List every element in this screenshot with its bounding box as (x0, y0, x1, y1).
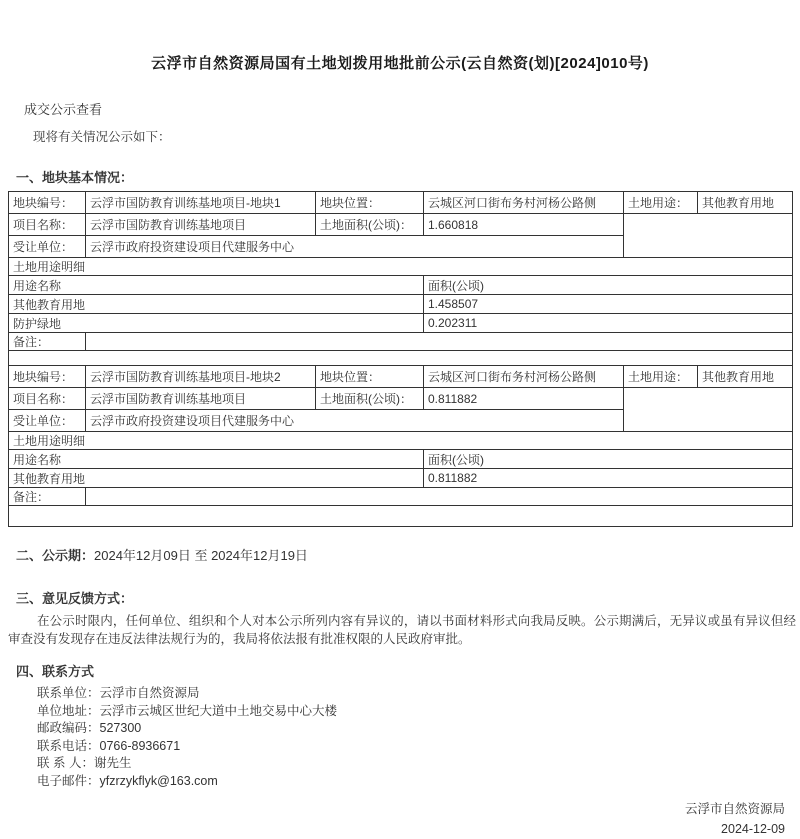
intro-text: 现将有关情况公示如下： (33, 130, 171, 144)
table-row (9, 469, 793, 488)
plot1-usage-area-header: 面积(公顷) (424, 276, 793, 295)
signature-org: 云浮市自然资源局 (684, 802, 785, 816)
contact-phone-label: 联系电话： (37, 738, 100, 753)
contact-unit-line (37, 685, 800, 703)
plot2-transferee-value: 云浮市政府投资建设项目代建服务中心 (86, 410, 624, 432)
plot2-no-label: 地块编号： (9, 366, 86, 388)
contact-postcode-value: 527300 (99, 721, 142, 735)
table-row (9, 295, 793, 314)
table-row (9, 258, 793, 276)
plot1-project-label: 项目名称： (9, 214, 86, 236)
table-row (9, 432, 793, 450)
deal-publicity-view-link[interactable]: 成交公示查看 (24, 102, 103, 117)
plot2-usage-name-header: 用途名称 (9, 450, 424, 469)
plot1-usage1-area: 1.458507 (424, 295, 793, 314)
table-row (9, 214, 793, 236)
plot2-landuse-label: 土地用途： (624, 366, 698, 388)
contact-list (37, 685, 800, 790)
table-spacer-row (9, 506, 793, 527)
plot2-project-value: 云浮市国防教育训练基地项目 (86, 388, 316, 410)
plot1-usage-name-header: 用途名称 (9, 276, 424, 295)
table-spacer-cell (9, 351, 793, 366)
plot1-no-label: 地块编号： (9, 192, 86, 214)
plot1-area-label: 土地面积(公顷)： (316, 214, 424, 236)
feedback-body: 在公示时限内，任何单位、组织和个人对本公示所列内容有异议的，请以书面材料形式向我局反映。公示期满后，无异议或虽有异议但经审查没有发现存在违反法律法规行为的，我局将依法报有批准权限的人民政府审批。 (8, 614, 796, 646)
section-basic-heading: 一、地块基本情况： (16, 170, 134, 185)
plot1-transferee-label: 受让单位： (9, 236, 86, 258)
contact-address-line (37, 703, 800, 721)
contact-email-line (37, 773, 800, 791)
plot1-usage-detail-heading: 土地用途明细 (9, 258, 793, 276)
plot1-usage1-name: 其他教育用地 (9, 295, 424, 314)
contact-postcode-label: 邮政编码： (37, 721, 100, 735)
plot2-location-value: 云城区河口街布务村河杨公路侧 (424, 366, 624, 388)
plot1-area-value: 1.660818 (424, 214, 624, 236)
contact-unit-label: 联系单位： (37, 686, 100, 700)
table-row (9, 388, 793, 410)
plots-table (8, 191, 793, 527)
plot1-transferee-value: 云浮市政府投资建设项目代建服务中心 (86, 236, 624, 258)
plot2-empty-cell (624, 388, 793, 432)
plot1-empty-cell (624, 214, 793, 258)
contact-person-line (37, 755, 800, 773)
table-row (9, 366, 793, 388)
page-title: 云浮市自然资源局国有土地划拨用地批前公示(云自然资(划)[2024]010号) (151, 55, 649, 72)
section-period (16, 545, 800, 564)
table-spacer-cell (9, 506, 793, 527)
contact-email-value: yfzrzykflyk@163.com (99, 773, 218, 788)
signature-block (0, 799, 800, 839)
plot1-location-value: 云城区河口街布务村河杨公路侧 (424, 192, 624, 214)
contact-person-value: 谢先生 (93, 756, 132, 770)
plot1-remark-value (86, 333, 793, 351)
period-label: 二、公示期： (16, 548, 95, 563)
table-row (9, 276, 793, 295)
period-value: 2024年12月09日 至 2024年12月19日 (94, 548, 308, 563)
contact-email-label: 电子邮件： (37, 773, 100, 788)
plot1-project-value: 云浮市国防教育训练基地项目 (86, 214, 316, 236)
contact-unit-value: 云浮市自然资源局 (99, 686, 200, 700)
contact-address-value: 云浮市云城区世纪大道中土地交易中心大楼 (99, 703, 338, 718)
plot1-no-value: 云浮市国防教育训练基地项目-地块1 (86, 192, 316, 214)
plot2-usage-area-header: 面积(公顷) (424, 450, 793, 469)
table-row (9, 333, 793, 351)
plot2-location-label: 地块位置： (316, 366, 424, 388)
contact-person-label: 联 系 人： (37, 756, 94, 770)
plot2-usage1-name: 其他教育用地 (9, 469, 424, 488)
signature-date: 2024-12-09 (721, 822, 785, 836)
plot1-usage2-name: 防护绿地 (9, 314, 424, 333)
plot1-location-label: 地块位置： (316, 192, 424, 214)
contact-phone-value: 0766-8936671 (99, 738, 181, 753)
plot2-landuse-value: 其他教育用地 (698, 366, 793, 388)
plot2-usage-detail-heading: 土地用途明细 (9, 432, 793, 450)
plot2-no-value: 云浮市国防教育训练基地项目-地块2 (86, 366, 316, 388)
plot1-landuse-value: 其他教育用地 (698, 192, 793, 214)
table-spacer-row (9, 351, 793, 366)
plot2-area-value: 0.811882 (424, 388, 624, 410)
plot1-remark-label: 备注： (9, 333, 86, 351)
plot2-usage1-area: 0.811882 (424, 469, 793, 488)
plot2-remark-label: 备注： (9, 488, 86, 506)
plot1-usage2-area: 0.202311 (424, 314, 793, 333)
contact-postcode-line (37, 720, 800, 738)
section-feedback-heading: 三、意见反馈方式： (16, 591, 134, 606)
plot1-landuse-label: 土地用途： (624, 192, 698, 214)
table-row (9, 314, 793, 333)
plot2-area-label: 土地面积(公顷)： (316, 388, 424, 410)
section-contact-heading: 四、联系方式 (16, 664, 95, 679)
plot2-transferee-label: 受让单位： (9, 410, 86, 432)
table-row (9, 488, 793, 506)
contact-address-label: 单位地址： (37, 703, 100, 718)
plot2-project-label: 项目名称： (9, 388, 86, 410)
table-row (9, 192, 793, 214)
plot2-remark-value (86, 488, 793, 506)
table-row (9, 450, 793, 469)
announcement-page (0, 52, 800, 839)
contact-phone-line (37, 738, 800, 756)
